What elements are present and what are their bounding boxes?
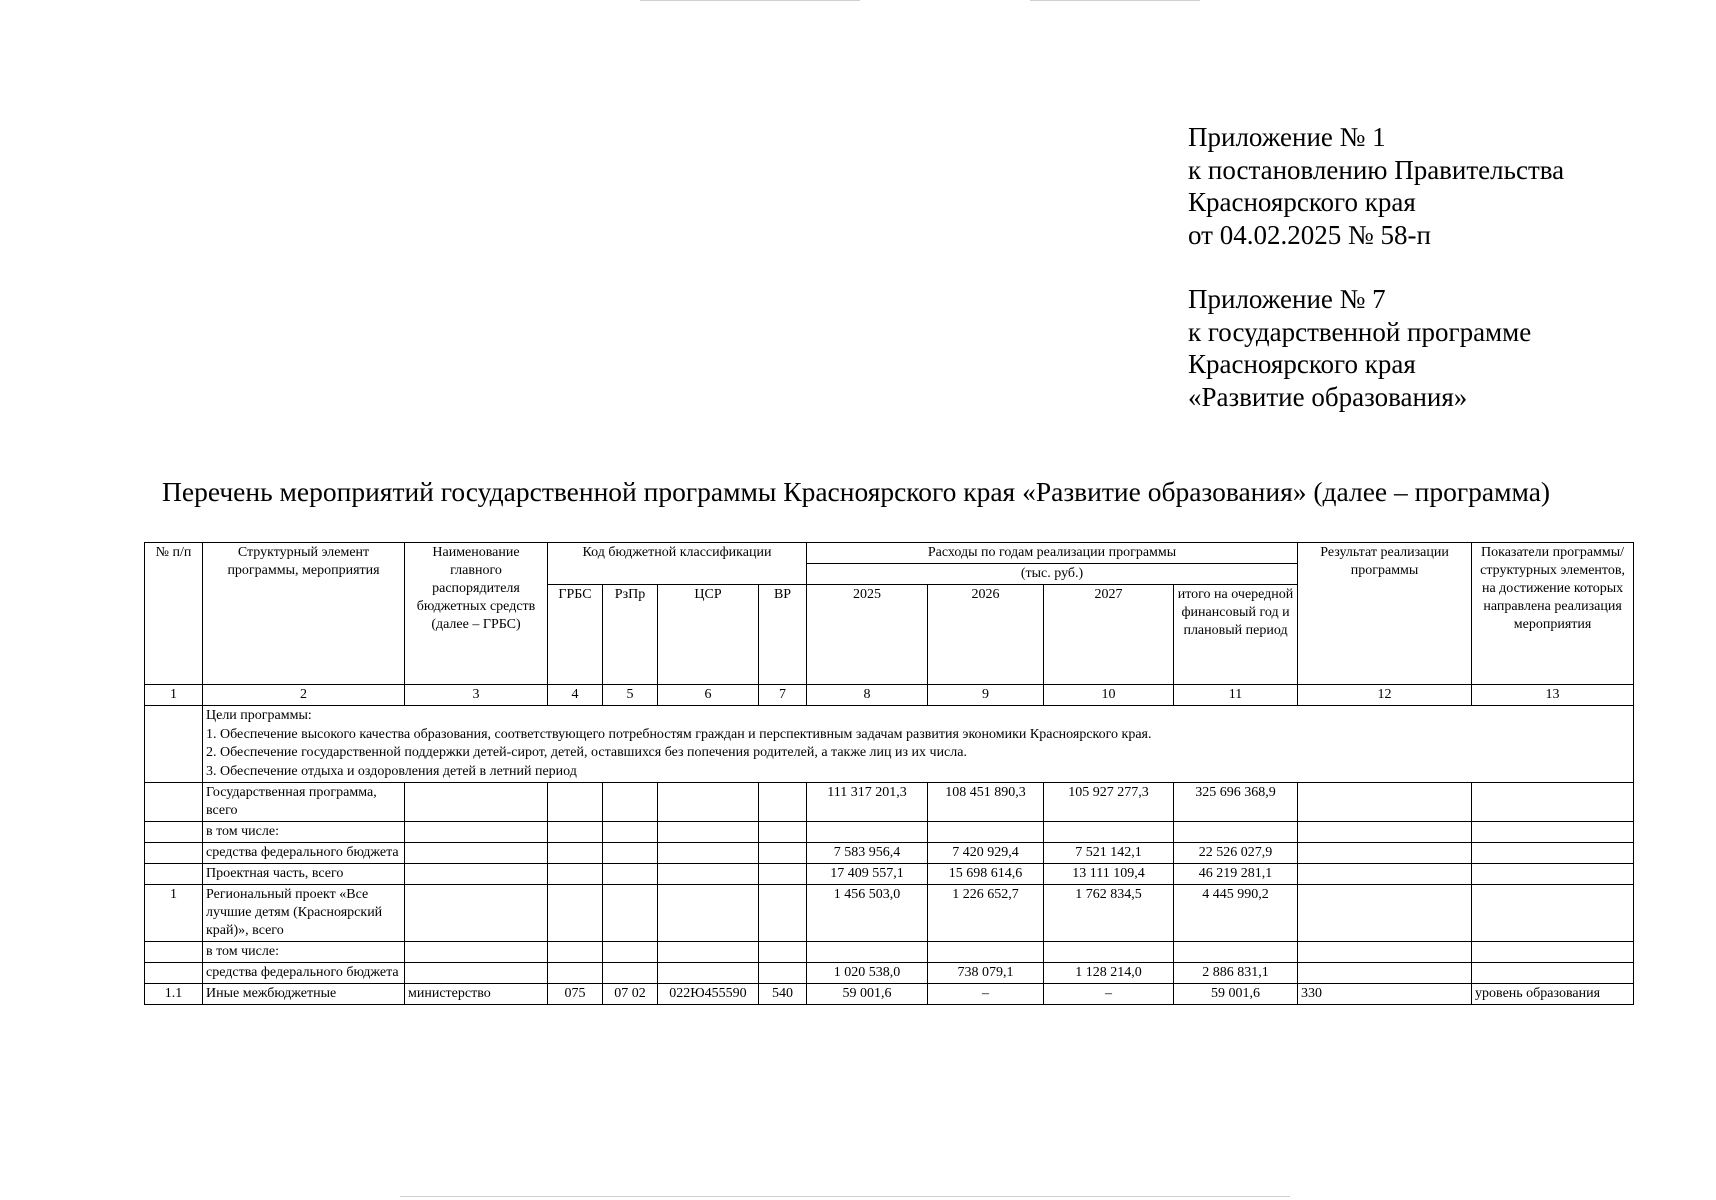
row-element: Проектная часть, всего [203, 864, 405, 885]
program-goals [203, 706, 1634, 783]
appendix-7-line: «Развитие образования» [1188, 381, 1468, 412]
row-vr [759, 864, 807, 885]
header-grbs: ГРБС [548, 585, 603, 685]
column-number: 3 [405, 685, 548, 706]
row-grbs [548, 864, 603, 885]
row-2026: 7 420 929,4 [928, 843, 1044, 864]
column-number: 4 [548, 685, 603, 706]
goals-num-cell [145, 706, 203, 783]
row-2025 [807, 822, 928, 843]
row-grbs [548, 783, 603, 822]
row-csr: 022Ю455590 [658, 984, 759, 1005]
row-num: 1.1 [145, 984, 203, 1005]
row-total [1174, 822, 1298, 843]
row-vr [759, 885, 807, 942]
row-2027: 105 927 277,3 [1044, 783, 1174, 822]
row-csr [658, 864, 759, 885]
row-grbs [548, 942, 603, 963]
goals-line: 2. Обеспечение государственной поддержки детей-сирот, детей, оставшихся без попечения родителей, а также лиц из их числа. [206, 745, 967, 760]
goals-line: 1. Обеспечение высокого качества образования, соответствующего потребностям граждан и перспективным задачам развития экономики Красноярского края. [206, 726, 1152, 742]
row-total: 46 219 281,1 [1174, 864, 1298, 885]
column-number: 11 [1174, 685, 1298, 706]
table-row [145, 783, 1634, 822]
row-grbs [548, 963, 603, 984]
column-number: 1 [145, 685, 203, 706]
row-num [145, 864, 203, 885]
row-2026: 738 079,1 [928, 963, 1044, 984]
row-indicators [1472, 942, 1634, 963]
row-num [145, 822, 203, 843]
row-num [145, 963, 203, 984]
row-2027: 7 521 142,1 [1044, 843, 1174, 864]
goals-row [145, 706, 1634, 783]
row-rzpr [603, 864, 658, 885]
row-2025: 1 020 538,0 [807, 963, 928, 984]
row-2026: 15 698 614,6 [928, 864, 1044, 885]
row-vr [759, 963, 807, 984]
row-rzpr [603, 783, 658, 822]
column-number: 12 [1298, 685, 1472, 706]
row-indicators [1472, 822, 1634, 843]
column-number: 7 [759, 685, 807, 706]
appendix-7-line: Приложение № 7 [1188, 284, 1386, 314]
appendix-1-line: к постановлению Правительства [1188, 154, 1565, 185]
row-2025: 111 317 201,3 [807, 783, 928, 822]
table-row [145, 885, 1634, 942]
row-2026: – [928, 984, 1044, 1005]
row-grbs [548, 885, 603, 942]
row-rzpr: 07 02 [603, 984, 658, 1005]
row-indicators [1472, 963, 1634, 984]
row-2025: 1 456 503,0 [807, 885, 928, 942]
row-2027 [1044, 822, 1174, 843]
header-rzpr: РзПр [603, 585, 658, 685]
row-result [1298, 942, 1472, 963]
row-2027: 1 762 834,5 [1044, 885, 1174, 942]
row-2027 [1044, 942, 1174, 963]
row-element: Государственная программа, всего [203, 783, 405, 822]
row-indicators [1472, 864, 1634, 885]
appendix-7-header [1188, 283, 1531, 413]
row-vr [759, 942, 807, 963]
appendix-7-line: Красноярского края [1188, 349, 1416, 379]
row-rzpr [603, 963, 658, 984]
row-grbs-name [405, 822, 548, 843]
scan-edge-line-top [640, 0, 860, 1]
row-indicators [1472, 843, 1634, 864]
appendix-1-line: Красноярского края [1188, 187, 1416, 217]
row-rzpr [603, 942, 658, 963]
row-2025 [807, 942, 928, 963]
row-result [1298, 885, 1472, 942]
row-grbs-name [405, 783, 548, 822]
row-total: 59 001,6 [1174, 984, 1298, 1005]
appendix-1-header [1188, 121, 1564, 251]
column-number: 13 [1472, 685, 1634, 706]
header-total: итого на очередной финансовый год и плановый период [1174, 585, 1298, 685]
row-csr [658, 963, 759, 984]
row-result [1298, 864, 1472, 885]
column-number: 6 [658, 685, 759, 706]
table-row [145, 963, 1634, 984]
row-grbs-name: министерство [405, 984, 548, 1005]
header-num: № п/п [145, 543, 203, 685]
row-csr [658, 942, 759, 963]
row-element: средства федерального бюджета [203, 963, 405, 984]
header-budget-code: Код бюджетной классификации [548, 543, 807, 585]
header-element: Структурный элемент программы, мероприятия [203, 543, 405, 685]
row-element: в том числе: [203, 822, 405, 843]
table-row [145, 984, 1634, 1005]
row-csr [658, 843, 759, 864]
row-total: 325 696 368,9 [1174, 783, 1298, 822]
row-rzpr [603, 885, 658, 942]
row-2025: 59 001,6 [807, 984, 928, 1005]
row-2027: 13 111 109,4 [1044, 864, 1174, 885]
row-2026: 1 226 652,7 [928, 885, 1044, 942]
row-num: 1 [145, 885, 203, 942]
row-csr [658, 783, 759, 822]
row-grbs [548, 822, 603, 843]
row-2026: 108 451 890,3 [928, 783, 1044, 822]
measures-table [144, 542, 1634, 1005]
row-2025: 17 409 557,1 [807, 864, 928, 885]
row-result [1298, 963, 1472, 984]
table-row [145, 843, 1634, 864]
row-indicators [1472, 885, 1634, 942]
row-2027: – [1044, 984, 1174, 1005]
document-title: Перечень мероприятий государственной программы Красноярского края «Развитие образования» (далее – программа) [162, 476, 1551, 507]
row-element: в том числе: [203, 942, 405, 963]
row-indicators [1472, 783, 1634, 822]
row-vr [759, 843, 807, 864]
row-2026 [928, 822, 1044, 843]
row-grbs-name [405, 885, 548, 942]
row-total: 22 526 027,9 [1174, 843, 1298, 864]
column-number: 8 [807, 685, 928, 706]
row-rzpr [603, 843, 658, 864]
header-expenses: Расходы по годам реализации программы [807, 543, 1298, 564]
row-vr [759, 822, 807, 843]
row-num [145, 783, 203, 822]
header-2026: 2026 [928, 585, 1044, 685]
row-result [1298, 783, 1472, 822]
header-2025: 2025 [807, 585, 928, 685]
appendix-7-line: к государственной программе [1188, 316, 1532, 347]
row-vr: 540 [759, 984, 807, 1005]
row-grbs: 075 [548, 984, 603, 1005]
column-numbers-row [145, 685, 1634, 706]
row-2027: 1 128 214,0 [1044, 963, 1174, 984]
header-indicators: Показатели программы/ структурных элементов, на достижение которых направлена реализация мероприятия [1472, 543, 1634, 685]
row-indicators: уровень образования [1472, 984, 1634, 1005]
row-csr [658, 885, 759, 942]
row-grbs-name [405, 864, 548, 885]
header-row [145, 543, 1634, 564]
scan-edge-line-bottom [400, 1196, 1290, 1197]
goals-line: 3. Обеспечение отдыха и оздоровления детей в летний период [206, 763, 577, 779]
header-grbs-name: Наименование главного распорядителя бюджетных средств (далее – ГРБС) [405, 543, 548, 685]
row-grbs-name [405, 942, 548, 963]
column-number: 9 [928, 685, 1044, 706]
row-2026 [928, 942, 1044, 963]
row-grbs [548, 843, 603, 864]
row-element: средства федерального бюджета [203, 843, 405, 864]
appendix-1-line: Приложение № 1 [1188, 122, 1386, 152]
table-row [145, 822, 1634, 843]
column-number: 10 [1044, 685, 1174, 706]
row-element: Иные межбюджетные [203, 984, 405, 1005]
appendix-1-line: от 04.02.2025 № 58-п [1188, 219, 1431, 250]
header-csr: ЦСР [658, 585, 759, 685]
row-grbs-name [405, 843, 548, 864]
row-rzpr [603, 822, 658, 843]
row-total: 2 886 831,1 [1174, 963, 1298, 984]
row-element: Региональный проект «Все лучшие детям (Красноярский край)», всего [203, 885, 405, 942]
table-row [145, 864, 1634, 885]
row-num [145, 843, 203, 864]
row-result [1298, 822, 1472, 843]
row-csr [658, 822, 759, 843]
goals-line: Цели программы: [206, 708, 312, 723]
column-number: 5 [603, 685, 658, 706]
row-2025: 7 583 956,4 [807, 843, 928, 864]
row-vr [759, 783, 807, 822]
row-result [1298, 843, 1472, 864]
scan-edge-line-top-right [1030, 0, 1200, 1]
header-units: (тыс. руб.) [807, 564, 1298, 585]
row-num [145, 942, 203, 963]
column-number: 2 [203, 685, 405, 706]
header-2027: 2027 [1044, 585, 1174, 685]
row-total [1174, 942, 1298, 963]
row-grbs-name [405, 963, 548, 984]
header-vr: ВР [759, 585, 807, 685]
header-result: Результат реализации программы [1298, 543, 1472, 685]
table-row [145, 942, 1634, 963]
row-result: 330 [1298, 984, 1472, 1005]
row-total: 4 445 990,2 [1174, 885, 1298, 942]
